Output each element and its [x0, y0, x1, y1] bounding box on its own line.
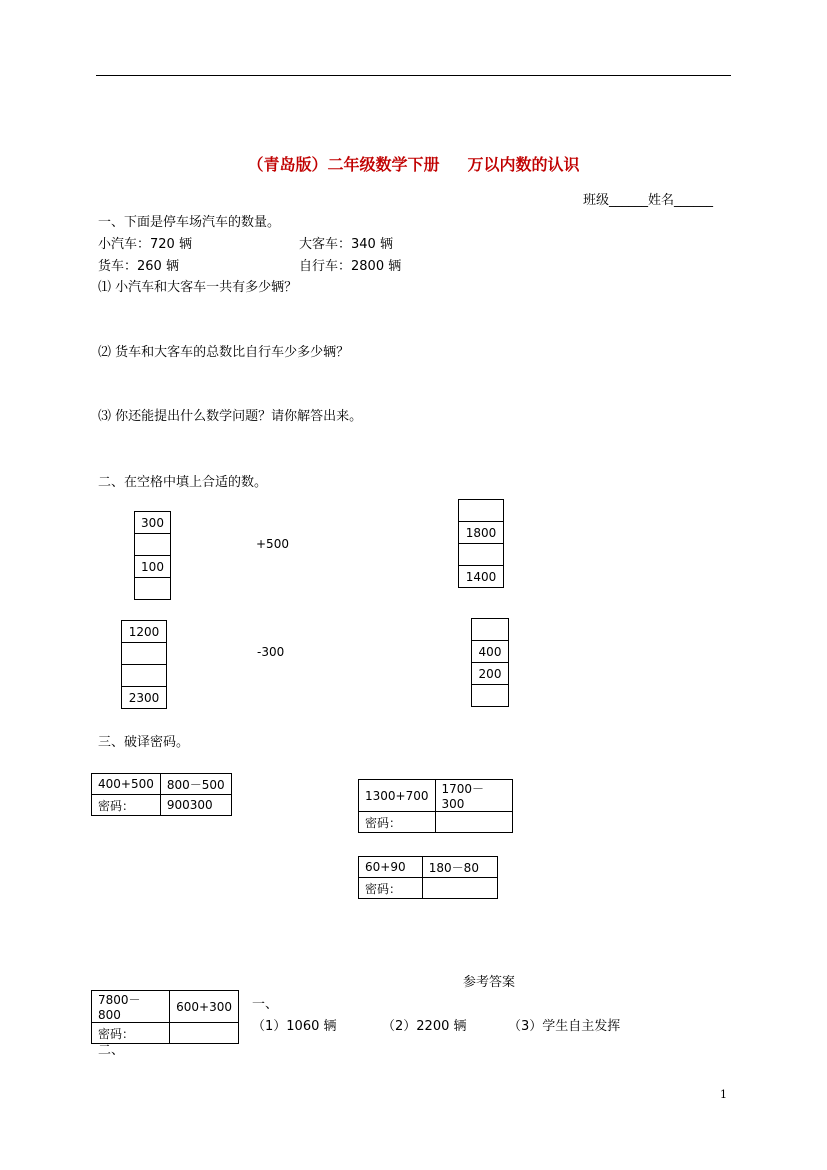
q1-item-car: 小汽车：720 辆 [98, 237, 192, 252]
number-cell: 300 [135, 512, 171, 534]
number-cell [472, 685, 509, 707]
expression-cell: 1700－300 [435, 780, 513, 812]
password-value [435, 812, 513, 833]
password-value [170, 1023, 239, 1044]
password-table-1 [91, 773, 232, 816]
password-value: 900300 [160, 795, 231, 816]
number-cell [459, 500, 504, 522]
expression-cell: 60+90 [359, 857, 423, 878]
expression-cell: 1300+700 [359, 780, 436, 812]
number-cell [472, 619, 509, 641]
q1-heading: 一、下面是停车场汽车的数量。 [98, 215, 281, 230]
expression-cell: 180－80 [422, 857, 497, 878]
number-cell: 100 [135, 556, 171, 578]
password-table-2 [358, 779, 513, 833]
answer-3: （3）学生自主发挥 [508, 1019, 621, 1034]
q1-sub2: ⑵ 货车和大客车的总数比自行车少多少辆？ [98, 345, 350, 360]
password-label: 密码： [92, 1023, 170, 1044]
number-cell [459, 544, 504, 566]
q1-item-bicycle: 自行车：2800 辆 [299, 259, 402, 274]
q1-sub3: ⑶ 你还能提出什么数学问题？请你解答出来。 [98, 409, 363, 424]
password-table-3 [358, 856, 498, 899]
q1-sub1: ⑴ 小汽车和大客车一共有多少辆？ [98, 280, 298, 295]
number-cell: 400 [472, 641, 509, 663]
title-part-1: （青岛版）二年级数学下册 [247, 155, 440, 174]
rule-minus-300: -300 [257, 645, 285, 659]
q1-item-bus: 大客车：340 辆 [299, 237, 393, 252]
number-cell: 2300 [122, 687, 167, 709]
header-rule [96, 75, 731, 76]
number-cell: 1800 [459, 522, 504, 544]
number-cell [135, 578, 171, 600]
title-part-2: 万以内数的认识 [467, 155, 580, 174]
number-column-4 [471, 618, 509, 707]
number-cell: 200 [472, 663, 509, 685]
q2-heading: 二、在空格中填上合适的数。 [98, 475, 268, 490]
class-name-line: 班级______姓名______ [583, 193, 714, 208]
answers-heading: 参考答案 [463, 975, 516, 990]
password-label: 密码： [92, 795, 161, 816]
number-cell [135, 534, 171, 556]
answer-1: （1）1060 辆 [252, 1019, 337, 1034]
number-column-1 [134, 511, 171, 600]
password-label: 密码： [359, 812, 436, 833]
number-cell [122, 665, 167, 687]
password-table-4 [91, 990, 239, 1044]
q1-item-truck: 货车：260 辆 [98, 259, 179, 274]
number-cell [122, 643, 167, 665]
password-value [422, 878, 497, 899]
number-cell: 1200 [122, 621, 167, 643]
answers-section-one: 一、 [252, 997, 279, 1012]
page-title [0, 152, 827, 175]
password-label: 密码： [359, 878, 423, 899]
expression-cell: 400+500 [92, 774, 161, 795]
expression-cell: 7800－800 [92, 991, 170, 1023]
q3-heading: 三、破译密码。 [98, 735, 190, 750]
number-column-2 [458, 499, 504, 588]
page-number: 1 [720, 1088, 727, 1101]
expression-cell: 800－500 [160, 774, 231, 795]
rule-plus-500: +500 [256, 537, 289, 551]
expression-cell: 600+300 [170, 991, 239, 1023]
number-column-3 [121, 620, 167, 709]
number-cell: 1400 [459, 566, 504, 588]
answer-2: （2）2200 辆 [382, 1019, 467, 1034]
answers-section-two: 二、 [98, 1043, 125, 1058]
